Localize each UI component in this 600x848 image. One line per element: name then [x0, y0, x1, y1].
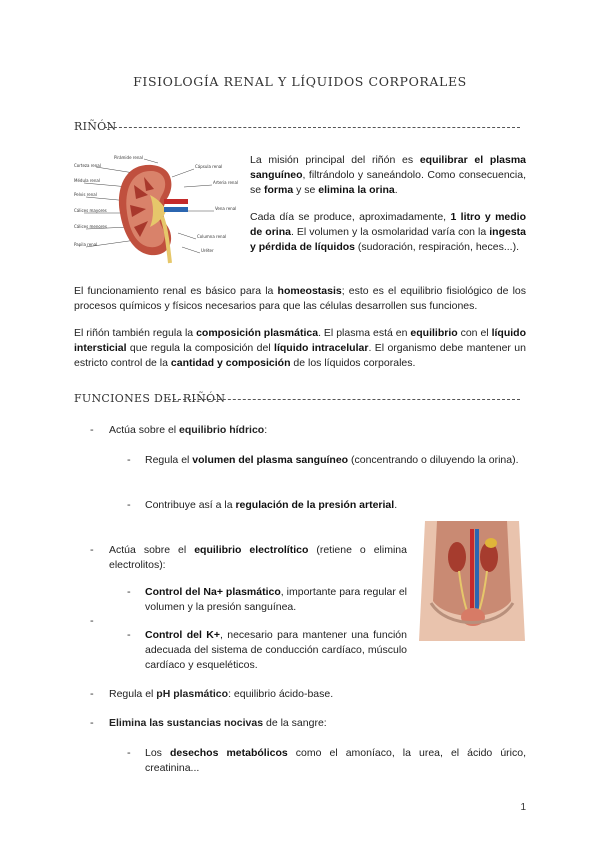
label-ureter: Uréter: [201, 248, 214, 253]
list-subitem-volumen-plasma: Regula el volumen del plasma sanguíneo (concentrando o diluyendo la orina).: [145, 454, 519, 466]
torso-illustration: [417, 521, 527, 641]
bullet: -: [127, 747, 131, 759]
label-vena: Vena renal: [215, 206, 237, 211]
list-item-equilibrio-electrolitico: Actúa sobre el equilibrio electrolítico (retiene o elimina electrolitos):: [109, 544, 407, 571]
bullet: -: [127, 499, 131, 511]
section-divider: [104, 127, 520, 128]
label-caliz-menor: Cálices menores: [74, 224, 107, 229]
page-title: FISIOLOGÍA RENAL Y LÍQUIDOS CORPORALES: [133, 74, 467, 89]
section-heading-rinon: RIÑÓN: [74, 120, 117, 133]
list-item-sustancias-nocivas: Elimina las sustancias nocivas de la sangre:: [109, 717, 327, 729]
list-item-equilibrio-hidrico: Actúa sobre el equilibrio hídrico:: [109, 424, 268, 436]
paragraph-homeostasis: El funcionamiento renal es básico para la homeostasis; esto es el equilibrio fisiológico de los procesos químicos y físicos necesarios para que las células desarrollen sus funciones.: [74, 285, 526, 312]
list-item-ph-plasmatico: Regula el pH plasmático: equilibrio ácido-base.: [109, 688, 334, 700]
bullet: -: [90, 717, 94, 729]
bullet: -: [90, 424, 94, 436]
paragraph-mision: La misión principal del riñón es equilibrar el plasma sanguíneo, filtrándolo y saneándolo. Como consecuencia, se forma y se elimina la orina.: [250, 154, 527, 196]
bullet: -: [127, 586, 131, 598]
label-caliz-mayor: Cálices mayores: [74, 208, 107, 213]
page-number: 1: [520, 802, 526, 813]
label-corteza: Corteza renal: [74, 163, 101, 168]
paragraph-composicion: El riñón también regula la composición plasmática. El plasma está en equilibrio con el líquido intersticial que regula la composición del líquido intracelular. El organismo debe mantener un estricto control de la cantidad y composición de los líquidos corporales.: [74, 327, 526, 369]
kidney-illustration: [74, 155, 244, 265]
label-arteria: Arteria renal: [213, 180, 239, 185]
label-piramide: Pirámide renal: [114, 155, 143, 160]
list-subitem-control-sodio: Control del Na+ plasmático, importante para regular el volumen y la presión sanguínea.: [145, 586, 407, 613]
label-columna: Columna renal: [197, 234, 227, 239]
label-medula: Médula renal: [74, 178, 100, 183]
label-pelvis: Pelvis renal: [74, 192, 97, 197]
bullet: -: [90, 544, 94, 556]
bullet: -: [90, 688, 94, 700]
label-papila: Papila renal: [74, 242, 98, 247]
list-subitem-control-potasio: Control del K+, necesario para mantener una función adecuada del sistema de conducción cardíaco, músculo cardíaco y esqueléticos.: [145, 629, 407, 671]
list-subitem-desechos-metabolicos: Los desechos metabólicos como el amoníaco, la urea, el ácido úrico, creatinina...: [145, 747, 526, 774]
urinary-system-figure: [417, 521, 527, 641]
bullet: -: [127, 629, 131, 641]
bullet: -: [127, 454, 131, 466]
section-heading-funciones: FUNCIONES DEL RIÑÓN: [74, 392, 226, 405]
list-subitem-presion-arterial: Contribuye así a la regulación de la presión arterial.: [145, 499, 398, 511]
kidney-diagram: [74, 155, 244, 265]
label-capsula: Cápsula renal: [195, 164, 223, 169]
section-divider: [168, 399, 520, 400]
bullet: -: [90, 615, 94, 627]
paragraph-volumen-orina: Cada día se produce, aproximadamente, 1 litro y medio de orina. El volumen y la osmolaridad varía con la ingesta y pérdida de líquidos (sudoración, respiración, heces...).: [250, 211, 527, 253]
